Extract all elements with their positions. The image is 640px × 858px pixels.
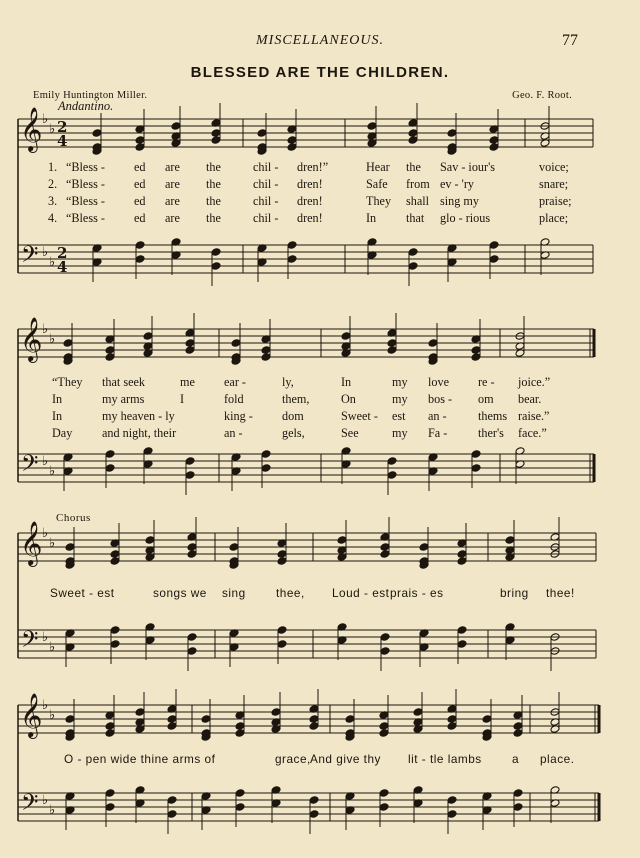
quarter-note [235, 789, 245, 798]
verse-1-line-2: In [341, 375, 352, 389]
quarter-note [145, 536, 155, 545]
verse-4-line-1: ed [134, 211, 146, 225]
verse-3-line-2: dom [282, 409, 304, 423]
quarter-note [211, 129, 221, 138]
quarter-note [457, 626, 467, 635]
verse-4-line-1: chil - [253, 211, 279, 225]
verse-4-line-1: that [406, 211, 425, 225]
time-signature: 2 [57, 118, 68, 136]
verse-1-line-1: chil - [253, 160, 279, 174]
verse-2-line-1: ed [134, 177, 146, 191]
verse-1-line-2: re - [478, 375, 495, 389]
quarter-note [135, 143, 145, 152]
verse-1-line-1: the [406, 160, 421, 174]
quarter-note [271, 708, 281, 717]
quarter-note [105, 353, 115, 362]
verse-2-line-2: In [52, 392, 63, 406]
quarter-note [63, 339, 73, 348]
chorus-line-1: Loud - est [332, 586, 390, 600]
chorus-label: Chorus [56, 512, 91, 524]
verse-1-line-2: love [428, 375, 449, 389]
flat-sign: ♭ [49, 640, 56, 655]
quarter-note [309, 796, 319, 805]
quarter-note [110, 550, 120, 559]
verse-number: 4. [48, 211, 58, 225]
quarter-note [135, 708, 145, 717]
quarter-note [105, 722, 115, 731]
quarter-note [261, 353, 271, 362]
quarter-note [309, 722, 319, 731]
quarter-note [457, 640, 467, 649]
flat-sign: ♭ [49, 803, 56, 818]
verse-4-line-1: the [206, 211, 221, 225]
verse-1-line-1: the [206, 160, 221, 174]
running-header: MISCELLANEOUS. [256, 33, 384, 48]
verse-4-line-1: place; [539, 211, 569, 225]
verse-2-line-2: bos - [428, 392, 453, 406]
hymn-title: BLESSED ARE THE CHILDREN. [190, 64, 450, 81]
quarter-note [287, 255, 297, 264]
quarter-note [135, 255, 145, 264]
verse-3-line-1: ed [134, 194, 146, 208]
verse-3-line-2: In [52, 409, 63, 423]
quarter-note [135, 241, 145, 250]
chorus-line-1: prais - es [390, 586, 444, 600]
quarter-note [287, 136, 297, 145]
quarter-note [471, 346, 481, 355]
quarter-note [171, 122, 181, 131]
quarter-note [185, 457, 195, 466]
bass-clef: 𝄢 [21, 790, 39, 821]
treble-clef: 𝄞 [20, 521, 43, 565]
quarter-note [379, 789, 389, 798]
quarter-note [105, 803, 115, 812]
quarter-note [65, 715, 75, 724]
author-credit: Emily Huntington Miller. [33, 90, 148, 101]
quarter-note [505, 536, 515, 545]
verse-2-line-2: om [478, 392, 494, 406]
flat-sign: ♭ [42, 112, 49, 127]
quarter-note [167, 715, 177, 724]
verse-3-line-2: raise.” [518, 409, 550, 423]
verse-3-line-1: praise; [539, 194, 572, 208]
quarter-note [387, 339, 397, 348]
verse-2-line-1: are [165, 177, 180, 191]
quarter-note [337, 536, 347, 545]
quarter-note [345, 715, 355, 724]
treble-clef: 𝄞 [20, 107, 43, 151]
quarter-note [92, 129, 102, 138]
verse-3-line-2: king - [224, 409, 253, 423]
bass-clef: 𝄢 [21, 627, 39, 658]
quarter-note [408, 136, 418, 145]
flat-sign: ♭ [42, 630, 49, 645]
quarter-note [261, 346, 271, 355]
verse-3-line-1: shall [406, 194, 430, 208]
quarter-note [185, 471, 195, 480]
quarter-note [457, 550, 467, 559]
quarter-note [287, 241, 297, 250]
quarter-note [471, 450, 481, 459]
verse-2-line-1: “Bless - [66, 177, 105, 191]
chorus-line-2: O - pen wide thine arms of [64, 752, 216, 766]
quarter-note [187, 647, 197, 656]
quarter-note [489, 241, 499, 250]
flat-sign: ♭ [42, 526, 49, 541]
verse-3-line-1: sing my [440, 194, 479, 208]
quarter-note [277, 550, 287, 559]
quarter-note [65, 543, 75, 552]
verse-4-line-2: an - [224, 426, 243, 440]
verse-2-line-1: dren! [297, 177, 323, 191]
verse-2-line-2: bear. [518, 392, 542, 406]
quarter-note [261, 464, 271, 473]
quarter-note [261, 450, 271, 459]
verse-3-line-2: est [392, 409, 406, 423]
quarter-note [408, 129, 418, 138]
quarter-note [379, 803, 389, 812]
bass-clef: 𝄢 [21, 451, 39, 482]
quarter-note [489, 255, 499, 264]
flat-sign: ♭ [49, 122, 56, 137]
quarter-note [231, 339, 241, 348]
quarter-note [489, 143, 499, 152]
quarter-note [211, 248, 221, 257]
verse-2-line-1: snare; [539, 177, 569, 191]
verse-number: 3. [48, 194, 58, 208]
verse-1-line-1: voice; [539, 160, 569, 174]
flat-sign: ♭ [49, 708, 56, 723]
quarter-note [105, 729, 115, 738]
quarter-note [287, 143, 297, 152]
flat-sign: ♭ [49, 464, 56, 479]
flat-sign: ♭ [49, 536, 56, 551]
verse-1-line-1: Sav - iour's [440, 160, 496, 174]
quarter-note [341, 332, 351, 341]
treble-clef: 𝄞 [20, 693, 43, 737]
quarter-note [447, 129, 457, 138]
quarter-note [257, 129, 267, 138]
quarter-note [513, 789, 523, 798]
page-number: 77 [562, 32, 578, 49]
verse-3-line-2: Sweet - [341, 409, 378, 423]
chorus-line-1: thee, [276, 586, 305, 600]
quarter-note [135, 136, 145, 145]
quarter-note [235, 803, 245, 812]
quarter-note [187, 543, 197, 552]
verse-2-line-2: I [180, 392, 185, 406]
verse-4-line-2: Fa - [428, 426, 448, 440]
verse-1-line-1: dren!” [297, 160, 329, 174]
quarter-note [413, 708, 423, 717]
quarter-note [447, 796, 457, 805]
verse-2-line-1: ev - 'ry [440, 177, 475, 191]
quarter-note [105, 789, 115, 798]
verse-number: 1. [48, 160, 58, 174]
quarter-note [380, 633, 390, 642]
verse-1-line-1: are [165, 160, 180, 174]
chorus-line-2: grace, [275, 752, 311, 766]
quarter-note [387, 471, 397, 480]
chorus-line-2: And give thy [310, 752, 381, 766]
time-signature: 2 [57, 244, 68, 262]
quarter-note [187, 550, 197, 559]
quarter-note [380, 550, 390, 559]
time-signature: 4 [57, 258, 68, 276]
quarter-note [379, 729, 389, 738]
verse-1-line-2: “They [52, 375, 83, 389]
verse-4-line-2: my [392, 426, 408, 440]
quarter-note [105, 450, 115, 459]
quarter-note [167, 722, 177, 731]
quarter-note [457, 557, 467, 566]
verse-4-line-2: face.” [518, 426, 547, 440]
chorus-line-2: a [512, 752, 520, 766]
quarter-note [408, 248, 418, 257]
quarter-note [471, 353, 481, 362]
verse-4-line-2: gels, [282, 426, 305, 440]
flat-sign: ♭ [42, 698, 49, 713]
verse-1-line-2: me [180, 375, 195, 389]
quarter-note [513, 722, 523, 731]
chorus-line-1: bring [500, 586, 529, 600]
quarter-note [277, 640, 287, 649]
quarter-note [367, 122, 377, 131]
tempo-marking: Andantino. [58, 99, 114, 113]
verse-1-line-2: ear - [224, 375, 246, 389]
verse-2-line-1: Safe [366, 177, 388, 191]
verse-4-line-2: and night, their [102, 426, 177, 440]
quarter-note [110, 640, 120, 649]
quarter-note [513, 729, 523, 738]
verse-number: 2. [48, 177, 58, 191]
flat-sign: ♭ [49, 255, 56, 270]
chorus-line-1: thee! [546, 586, 575, 600]
quarter-note [419, 543, 429, 552]
quarter-note [513, 803, 523, 812]
flat-sign: ♭ [49, 332, 56, 347]
verse-4-line-2: ther's [478, 426, 504, 440]
quarter-note [211, 136, 221, 145]
verse-2-line-1: the [206, 177, 221, 191]
quarter-note [379, 722, 389, 731]
verse-3-line-1: the [206, 194, 221, 208]
quarter-note [185, 346, 195, 355]
quarter-note [105, 346, 115, 355]
verse-2-line-2: fold [224, 392, 244, 406]
flat-sign: ♭ [42, 245, 49, 260]
verse-4-line-1: glo - rious [440, 211, 491, 225]
verse-3-line-1: “Bless - [66, 194, 105, 208]
verse-2-line-2: them, [282, 392, 310, 406]
quarter-note [167, 796, 177, 805]
verse-3-line-1: dren! [297, 194, 323, 208]
quarter-note [309, 810, 319, 819]
quarter-note [110, 557, 120, 566]
verse-4-line-1: “Bless - [66, 211, 105, 225]
time-signature: 4 [57, 132, 68, 150]
treble-clef: 𝄞 [20, 317, 43, 361]
quarter-note [447, 722, 457, 731]
quarter-note [387, 346, 397, 355]
quarter-note [167, 810, 177, 819]
composer-credit: Geo. F. Root. [512, 90, 572, 101]
verse-1-line-1: Hear [366, 160, 390, 174]
verse-3-line-2: my heaven - ly [102, 409, 175, 423]
quarter-note [471, 464, 481, 473]
verse-2-line-2: my arms [102, 392, 145, 406]
chorus-line-1: Sweet - est [50, 586, 115, 600]
quarter-note [489, 136, 499, 145]
quarter-note [380, 647, 390, 656]
flat-sign: ♭ [42, 322, 49, 337]
quarter-note [187, 633, 197, 642]
verse-1-line-1: ed [134, 160, 146, 174]
quarter-note [380, 543, 390, 552]
verse-3-line-2: an - [428, 409, 447, 423]
quarter-note [185, 339, 195, 348]
verse-1-line-2: joice.” [518, 375, 551, 389]
verse-4-line-2: See [341, 426, 359, 440]
verse-2-line-2: my [392, 392, 408, 406]
verse-3-line-1: chil - [253, 194, 279, 208]
quarter-note [201, 715, 211, 724]
quarter-note [229, 543, 239, 552]
quarter-note [447, 810, 457, 819]
quarter-note [235, 729, 245, 738]
quarter-note [110, 626, 120, 635]
verse-3-line-1: They [366, 194, 392, 208]
quarter-note [211, 262, 221, 271]
verse-3-line-1: are [165, 194, 180, 208]
flat-sign: ♭ [42, 793, 49, 808]
verse-2-line-1: chil - [253, 177, 279, 191]
quarter-note [387, 457, 397, 466]
verse-2-line-1: from [406, 177, 430, 191]
quarter-note [235, 722, 245, 731]
quarter-note [447, 715, 457, 724]
verse-4-line-1: dren! [297, 211, 323, 225]
verse-4-line-1: In [366, 211, 377, 225]
verse-4-line-1: are [165, 211, 180, 225]
quarter-note [143, 332, 153, 341]
flat-sign: ♭ [42, 454, 49, 469]
verse-4-line-2: Day [52, 426, 73, 440]
chorus-line-1: songs we [153, 586, 207, 600]
quarter-note [277, 626, 287, 635]
quarter-note [428, 339, 438, 348]
chorus-line-1: sing [222, 586, 246, 600]
chorus-line-2: place. [540, 752, 575, 766]
verse-1-line-2: ly, [282, 375, 294, 389]
verse-1-line-1: “Bless - [66, 160, 105, 174]
verse-2-line-2: On [341, 392, 356, 406]
quarter-note [105, 464, 115, 473]
verse-1-line-2: that seek [102, 375, 145, 389]
quarter-note [309, 715, 319, 724]
verse-3-line-2: thems [478, 409, 508, 423]
verse-1-line-2: my [392, 375, 408, 389]
chorus-line-2: lit - tle lambs [408, 752, 482, 766]
bass-clef: 𝄢 [21, 242, 39, 273]
quarter-note [408, 262, 418, 271]
quarter-note [277, 557, 287, 566]
quarter-note [482, 715, 492, 724]
